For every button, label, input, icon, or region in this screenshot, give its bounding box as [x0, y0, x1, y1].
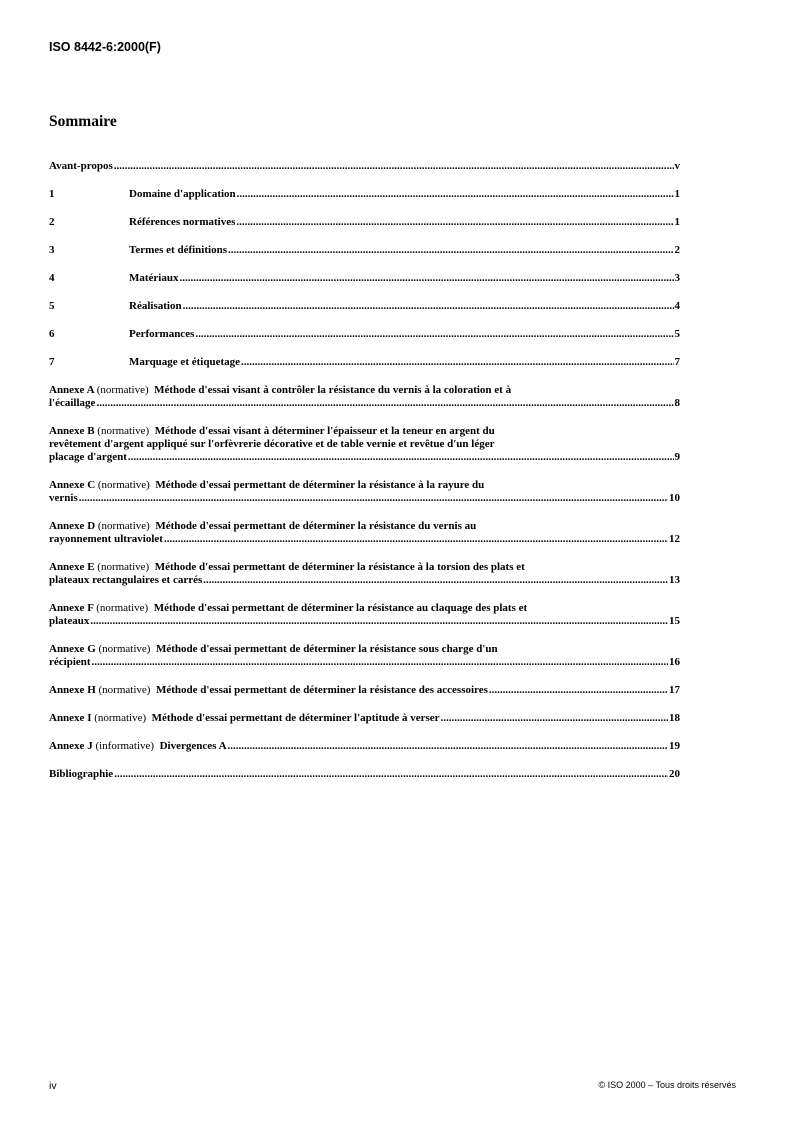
toc-row — [49, 216, 680, 229]
annex-type: (normative) — [97, 425, 150, 437]
toc-entry-section[interactable] — [49, 244, 680, 257]
toc-entry-label: Performances — [129, 328, 195, 340]
dot-leader — [203, 574, 668, 587]
toc-entry-label — [49, 397, 95, 410]
toc-page-number: 10 — [669, 492, 680, 504]
toc-entry-label: Matériaux — [129, 272, 179, 284]
annex-title-text: placage d'argent — [49, 451, 127, 463]
annex-title-text: Méthode d'essai permettant de déterminer la résistance du vernis au — [155, 520, 477, 532]
annex-name: Annexe J — [49, 740, 93, 752]
annex-name: Annexe A — [49, 384, 94, 396]
page-number: iv — [49, 1080, 57, 1092]
annex-title-text: revêtement d'argent appliqué sur l'orfèvrerie décorative et de table vernie et revêtue d'un léger — [49, 438, 495, 450]
annex-title-text: rayonnement ultraviolet — [49, 533, 163, 545]
toc-page-number: 17 — [669, 684, 680, 696]
toc-page-number: 5 — [674, 328, 680, 340]
toc-entry-annex[interactable] — [49, 740, 680, 753]
dot-leader — [241, 356, 674, 369]
annex-name: Annexe E — [49, 561, 95, 573]
toc-row — [49, 244, 680, 257]
toc-row — [49, 712, 680, 725]
annex-title-line — [49, 479, 680, 492]
annex-title-line — [49, 643, 680, 656]
toc-row — [49, 656, 680, 669]
toc-entry-section[interactable] — [49, 328, 680, 341]
toc-entry-label — [49, 656, 91, 669]
toc-row — [49, 356, 680, 369]
toc-entry-label: Termes et définitions — [129, 244, 227, 256]
dot-leader — [164, 533, 668, 546]
annex-type: (normative) — [98, 643, 151, 655]
toc-section-number: 5 — [49, 300, 55, 312]
annex-title-line — [49, 425, 680, 438]
toc-entry-label — [49, 533, 163, 546]
toc-entry-label — [49, 574, 202, 587]
toc-row — [49, 328, 680, 341]
annex-title-text: Méthode d'essai permettant de déterminer la résistance à la rayure du — [155, 479, 485, 491]
toc-row — [49, 397, 680, 410]
dot-leader — [114, 160, 674, 173]
toc-row — [49, 740, 680, 753]
toc-page-number: 8 — [674, 397, 680, 409]
toc-page-number: 19 — [669, 740, 680, 752]
toc-entry-annex[interactable] — [49, 712, 680, 725]
annex-title-text: Méthode d'essai permettant de déterminer la résistance des accessoires — [155, 684, 488, 696]
annex-title-text: plateaux rectangulaires et carrés — [49, 574, 203, 586]
toc-entry-annex[interactable] — [49, 684, 680, 697]
toc-page-number: v — [674, 160, 680, 172]
dot-leader — [128, 451, 674, 464]
toc-section-number: 1 — [49, 188, 55, 200]
annex-type: (normative) — [96, 602, 149, 614]
toc-row — [49, 300, 680, 313]
toc-entry-annex[interactable] — [49, 425, 680, 464]
dot-leader — [228, 740, 668, 753]
toc-section-number: 7 — [49, 356, 55, 368]
page-title: Sommaire — [49, 113, 117, 130]
toc-row — [49, 615, 680, 628]
toc-page-number: 1 — [674, 188, 680, 200]
dot-leader — [237, 188, 674, 201]
toc-page-number: 7 — [674, 356, 680, 368]
toc-section-number: 3 — [49, 244, 55, 256]
toc-entry-annex[interactable] — [49, 520, 680, 546]
annex-title-line — [49, 602, 680, 615]
dot-leader — [96, 397, 673, 410]
toc-section-number: 6 — [49, 328, 55, 340]
toc-page-number: 1 — [674, 216, 680, 228]
toc-page-number: 4 — [674, 300, 680, 312]
annex-title-text: Méthode d'essai permettant de déterminer l'aptitude à verser — [151, 712, 440, 724]
document-id: ISO 8442-6:2000(F) — [49, 40, 161, 54]
toc-entry-annex[interactable] — [49, 479, 680, 505]
toc-section-number: 2 — [49, 216, 55, 228]
toc-entry-label: Références normatives — [129, 216, 236, 228]
annex-title-line — [49, 384, 680, 397]
annex-name: Annexe D — [49, 520, 96, 532]
toc-page-number: 13 — [669, 574, 680, 586]
toc-row — [49, 684, 680, 697]
annex-title-text: Méthode d'essai visant à déterminer l'épaisseur et la teneur en argent du — [154, 425, 495, 437]
toc-entry-annex[interactable] — [49, 384, 680, 410]
annex-title-line — [49, 520, 680, 533]
annex-title-text: plateaux — [49, 615, 90, 627]
annex-title-text: récipient — [49, 656, 91, 668]
toc-entry-label — [49, 712, 440, 725]
toc-row — [49, 492, 680, 505]
annex-name: Annexe F — [49, 602, 94, 614]
toc-section-number: 4 — [49, 272, 55, 284]
annex-title-line — [49, 438, 680, 451]
annex-name: Annexe H — [49, 684, 96, 696]
toc-entry-label — [49, 615, 89, 628]
annex-title-text: Méthode d'essai permettant de déterminer la résistance à la torsion des plats et — [154, 561, 525, 573]
toc-row — [49, 188, 680, 201]
toc-entry-label — [49, 492, 78, 505]
dot-leader — [228, 244, 674, 257]
toc-page-number: 2 — [674, 244, 680, 256]
annex-title-text: Méthode d'essai permettant de déterminer la résistance sous charge d'un — [155, 643, 498, 655]
dot-leader — [236, 216, 673, 229]
table-of-contents — [49, 160, 680, 796]
annex-type: (normative) — [97, 520, 150, 532]
toc-entry-label: Domaine d'application — [129, 188, 236, 200]
toc-entry-annex[interactable] — [49, 643, 680, 669]
annex-title-text: l'écaillage — [49, 397, 96, 409]
dot-leader — [92, 656, 668, 669]
toc-entry-bibliographie[interactable] — [49, 768, 680, 781]
annex-name: Annexe B — [49, 425, 95, 437]
annex-title-text: Divergences A — [159, 740, 227, 752]
toc-page-number: 9 — [674, 451, 680, 463]
toc-entry-section[interactable] — [49, 300, 680, 313]
toc-entry-label: Avant-propos — [49, 160, 113, 172]
toc-page-number: 16 — [669, 656, 680, 668]
toc-page-number: 20 — [669, 768, 680, 780]
toc-row — [49, 574, 680, 587]
toc-entry-label: Marquage et étiquetage — [129, 356, 240, 368]
annex-type: (normative) — [97, 479, 150, 491]
toc-page-number: 15 — [669, 615, 680, 627]
toc-entry-annex[interactable] — [49, 561, 680, 587]
dot-leader — [183, 300, 674, 313]
toc-row — [49, 272, 680, 285]
toc-row — [49, 451, 680, 464]
copyright-notice: © ISO 2000 – Tous droits réservés — [598, 1080, 736, 1090]
dot-leader — [195, 328, 673, 341]
toc-entry-label: Bibliographie — [49, 768, 114, 780]
annex-type: (normative) — [96, 384, 149, 396]
toc-page-number: 3 — [674, 272, 680, 284]
dot-leader — [114, 768, 668, 781]
annex-name: Annexe G — [49, 643, 96, 655]
dot-leader — [179, 272, 673, 285]
toc-entry-annex[interactable] — [49, 602, 680, 628]
annex-name: Annexe I — [49, 712, 92, 724]
annex-title-line — [49, 561, 680, 574]
toc-row — [49, 533, 680, 546]
toc-entry-section[interactable] — [49, 216, 680, 229]
annex-type: (normative) — [97, 561, 150, 573]
toc-page-number: 18 — [669, 712, 680, 724]
toc-entry-section[interactable] — [49, 272, 680, 285]
toc-entry-label — [49, 451, 127, 464]
toc-entry-label — [49, 684, 488, 697]
toc-entry-section[interactable] — [49, 188, 680, 201]
dot-leader — [489, 684, 668, 697]
dot-leader — [441, 712, 668, 725]
annex-name: Annexe C — [49, 479, 96, 491]
annex-type: (informative) — [95, 740, 155, 752]
annex-title-text: Méthode d'essai permettant de déterminer la résistance au claquage des plats et — [153, 602, 528, 614]
dot-leader — [90, 615, 668, 628]
toc-page-number: 12 — [669, 533, 680, 545]
toc-entry-label: Réalisation — [129, 300, 182, 312]
toc-entry-label — [49, 740, 227, 753]
dot-leader — [79, 492, 668, 505]
annex-title-text: Méthode d'essai visant à contrôler la résistance du vernis à la coloration et à — [154, 384, 512, 396]
toc-entry-avant-propos[interactable] — [49, 160, 680, 173]
toc-entry-section[interactable] — [49, 356, 680, 369]
annex-type: (normative) — [98, 684, 151, 696]
annex-title-text: vernis — [49, 492, 78, 504]
annex-type: (normative) — [94, 712, 147, 724]
